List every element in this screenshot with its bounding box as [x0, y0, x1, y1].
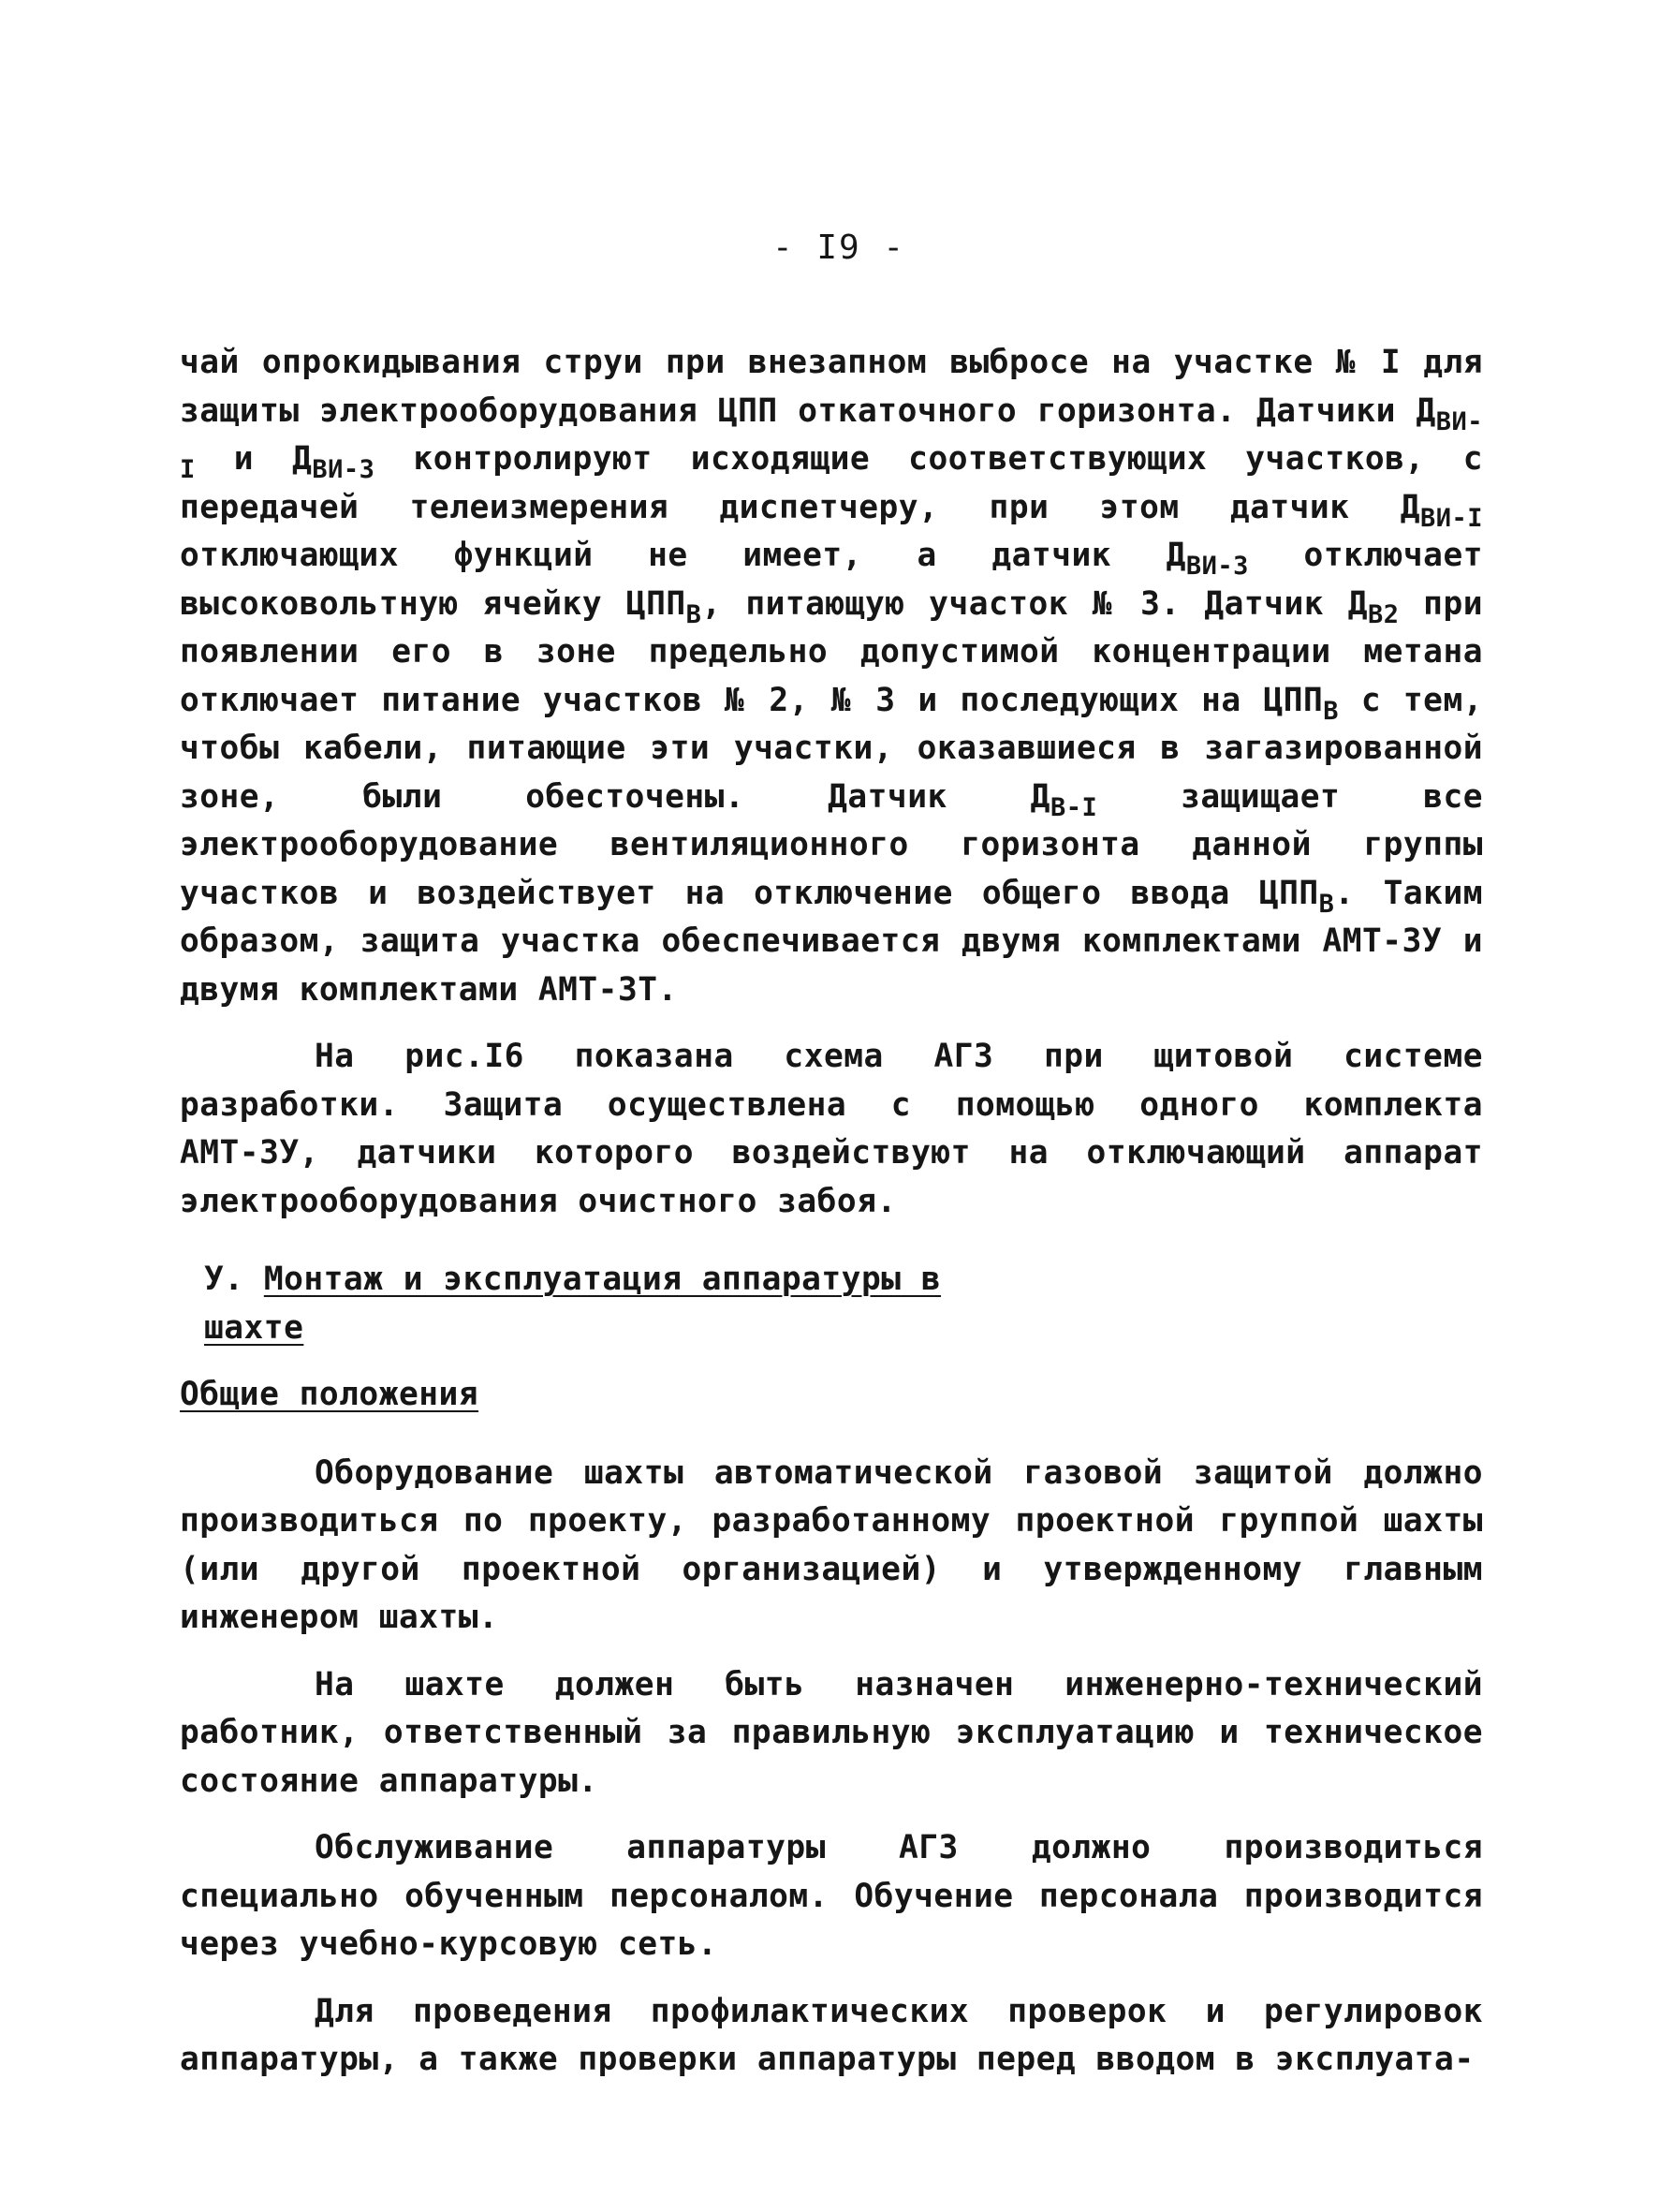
sensor-label-base: Д: [1416, 391, 1436, 430]
sensor-label-subscript: ВИ-3: [1185, 552, 1249, 581]
text-segment: при появлении его в зоне предельно допустимой концентрации метана отключает питание участков № 2, № 3 и последующих на: [180, 584, 1483, 719]
paragraph-sensor-protection: [180, 339, 1483, 1014]
text-segment: . Таким образом, защита участка обеспечивается двумя комплектами АМТ-3У и двумя комплектами АМТ-3Т.: [180, 874, 1483, 1009]
sensor-label-subscript: В2: [1367, 599, 1400, 629]
substation-label-subscript: В: [1323, 696, 1340, 726]
text-segment: , питающую участок № 3. Датчик: [701, 584, 1348, 623]
paragraph-preventive-checks: Для проведения профилактических проверок и регулировок аппаратуры, а также проверки аппаратуры перед вводом в эксплуата-: [180, 1992, 1483, 2078]
section-heading: [180, 1256, 1483, 1305]
sensor-label-subscript: В-I: [1050, 792, 1098, 822]
section-title-line-2: шахте: [204, 1308, 304, 1347]
sensor-label-base: Д: [1347, 584, 1368, 623]
sensor-label: [1347, 584, 1400, 629]
sensor-label-subscript: ВИ-I: [180, 406, 1483, 484]
sensor-label-base: Д: [292, 440, 313, 478]
text-segment: отключающих функций не имеет, а датчик: [180, 537, 1167, 574]
sensor-label-subscript: ВИ-3: [312, 455, 375, 484]
sensor-label: [292, 440, 375, 484]
substation-label: [625, 584, 702, 629]
substation-label-base: ЦПП: [1263, 681, 1324, 719]
section-heading-continuation: [180, 1305, 1483, 1353]
substation-label-subscript: В: [1318, 889, 1335, 919]
subsection-title: Общие положения: [180, 1376, 479, 1413]
sensor-label: [1030, 777, 1098, 822]
text-segment: и: [195, 440, 293, 478]
text-segment: чай опрокидывания струи при внезапном выбросе на участке № I для защиты электрооборудования ЦПП откаточного горизонта. Датчики: [180, 344, 1483, 430]
substation-label-subscript: В: [685, 599, 702, 629]
text-segment: контролируют исходящие соответствующих участков, с передачей телеизмерения диспетчеру, при этом датчик: [180, 440, 1483, 526]
sensor-label: [1166, 537, 1249, 581]
paragraph-responsible-engineer: На шахте должен быть назначен инженерно-технический работник, ответственный за правильную эксплуатацию и техническое состояние аппаратуры.: [180, 1665, 1483, 1800]
sensor-label-base: Д: [1166, 537, 1186, 574]
text-segment: защищает все электрооборудование вентиляционного горизонта данной группы участков и воздействует на отключение общего ввода: [180, 777, 1483, 912]
page-number: - I9 -: [771, 229, 906, 267]
section-title-line-1: Монтаж и эксплуатация аппаратуры в: [263, 1261, 942, 1298]
subsection-heading: [180, 1371, 1483, 1420]
sensor-label: [1400, 488, 1483, 533]
paragraph-figure-16: На рис.I6 показана схема АГЗ при щитовой системе разработки. Защита осуществлена с помощью одного комплекта АМТ-3У, датчики которого воздействуют на отключающий аппарат электрооборудования очистного забоя.: [180, 1038, 1483, 1220]
section-number: У.: [204, 1261, 244, 1298]
paragraph-trained-personnel: Обслуживание аппаратуры АГЗ должно производиться специально обученным персоналом. Обучение персонала производится через учебно-курсовую сеть.: [180, 1829, 1483, 1963]
text-segment: с тем, чтобы кабели, питающие эти участки, оказавшиеся в загазированной зоне, были обесточены. Датчик: [180, 681, 1483, 816]
substation-label-base: ЦПП: [625, 584, 686, 623]
sensor-label-base: Д: [1030, 777, 1050, 816]
sensor-label-subscript: ВИ-I: [1419, 503, 1483, 533]
substation-label: [1258, 874, 1335, 919]
substation-label-base: ЦПП: [1258, 874, 1319, 912]
substation-label: [1263, 681, 1340, 726]
paragraph-design-project: Оборудование шахты автоматической газовой защитой должно производиться по проекту, разработанному проектной группой шахты (или другой проектной организацией) и утвержденному главным инженером шахты.: [180, 1453, 1483, 1636]
sensor-label-base: Д: [1400, 488, 1420, 526]
text-segment: отключает высоковольтную ячейку: [180, 537, 1483, 623]
document-body: [180, 339, 1483, 2085]
